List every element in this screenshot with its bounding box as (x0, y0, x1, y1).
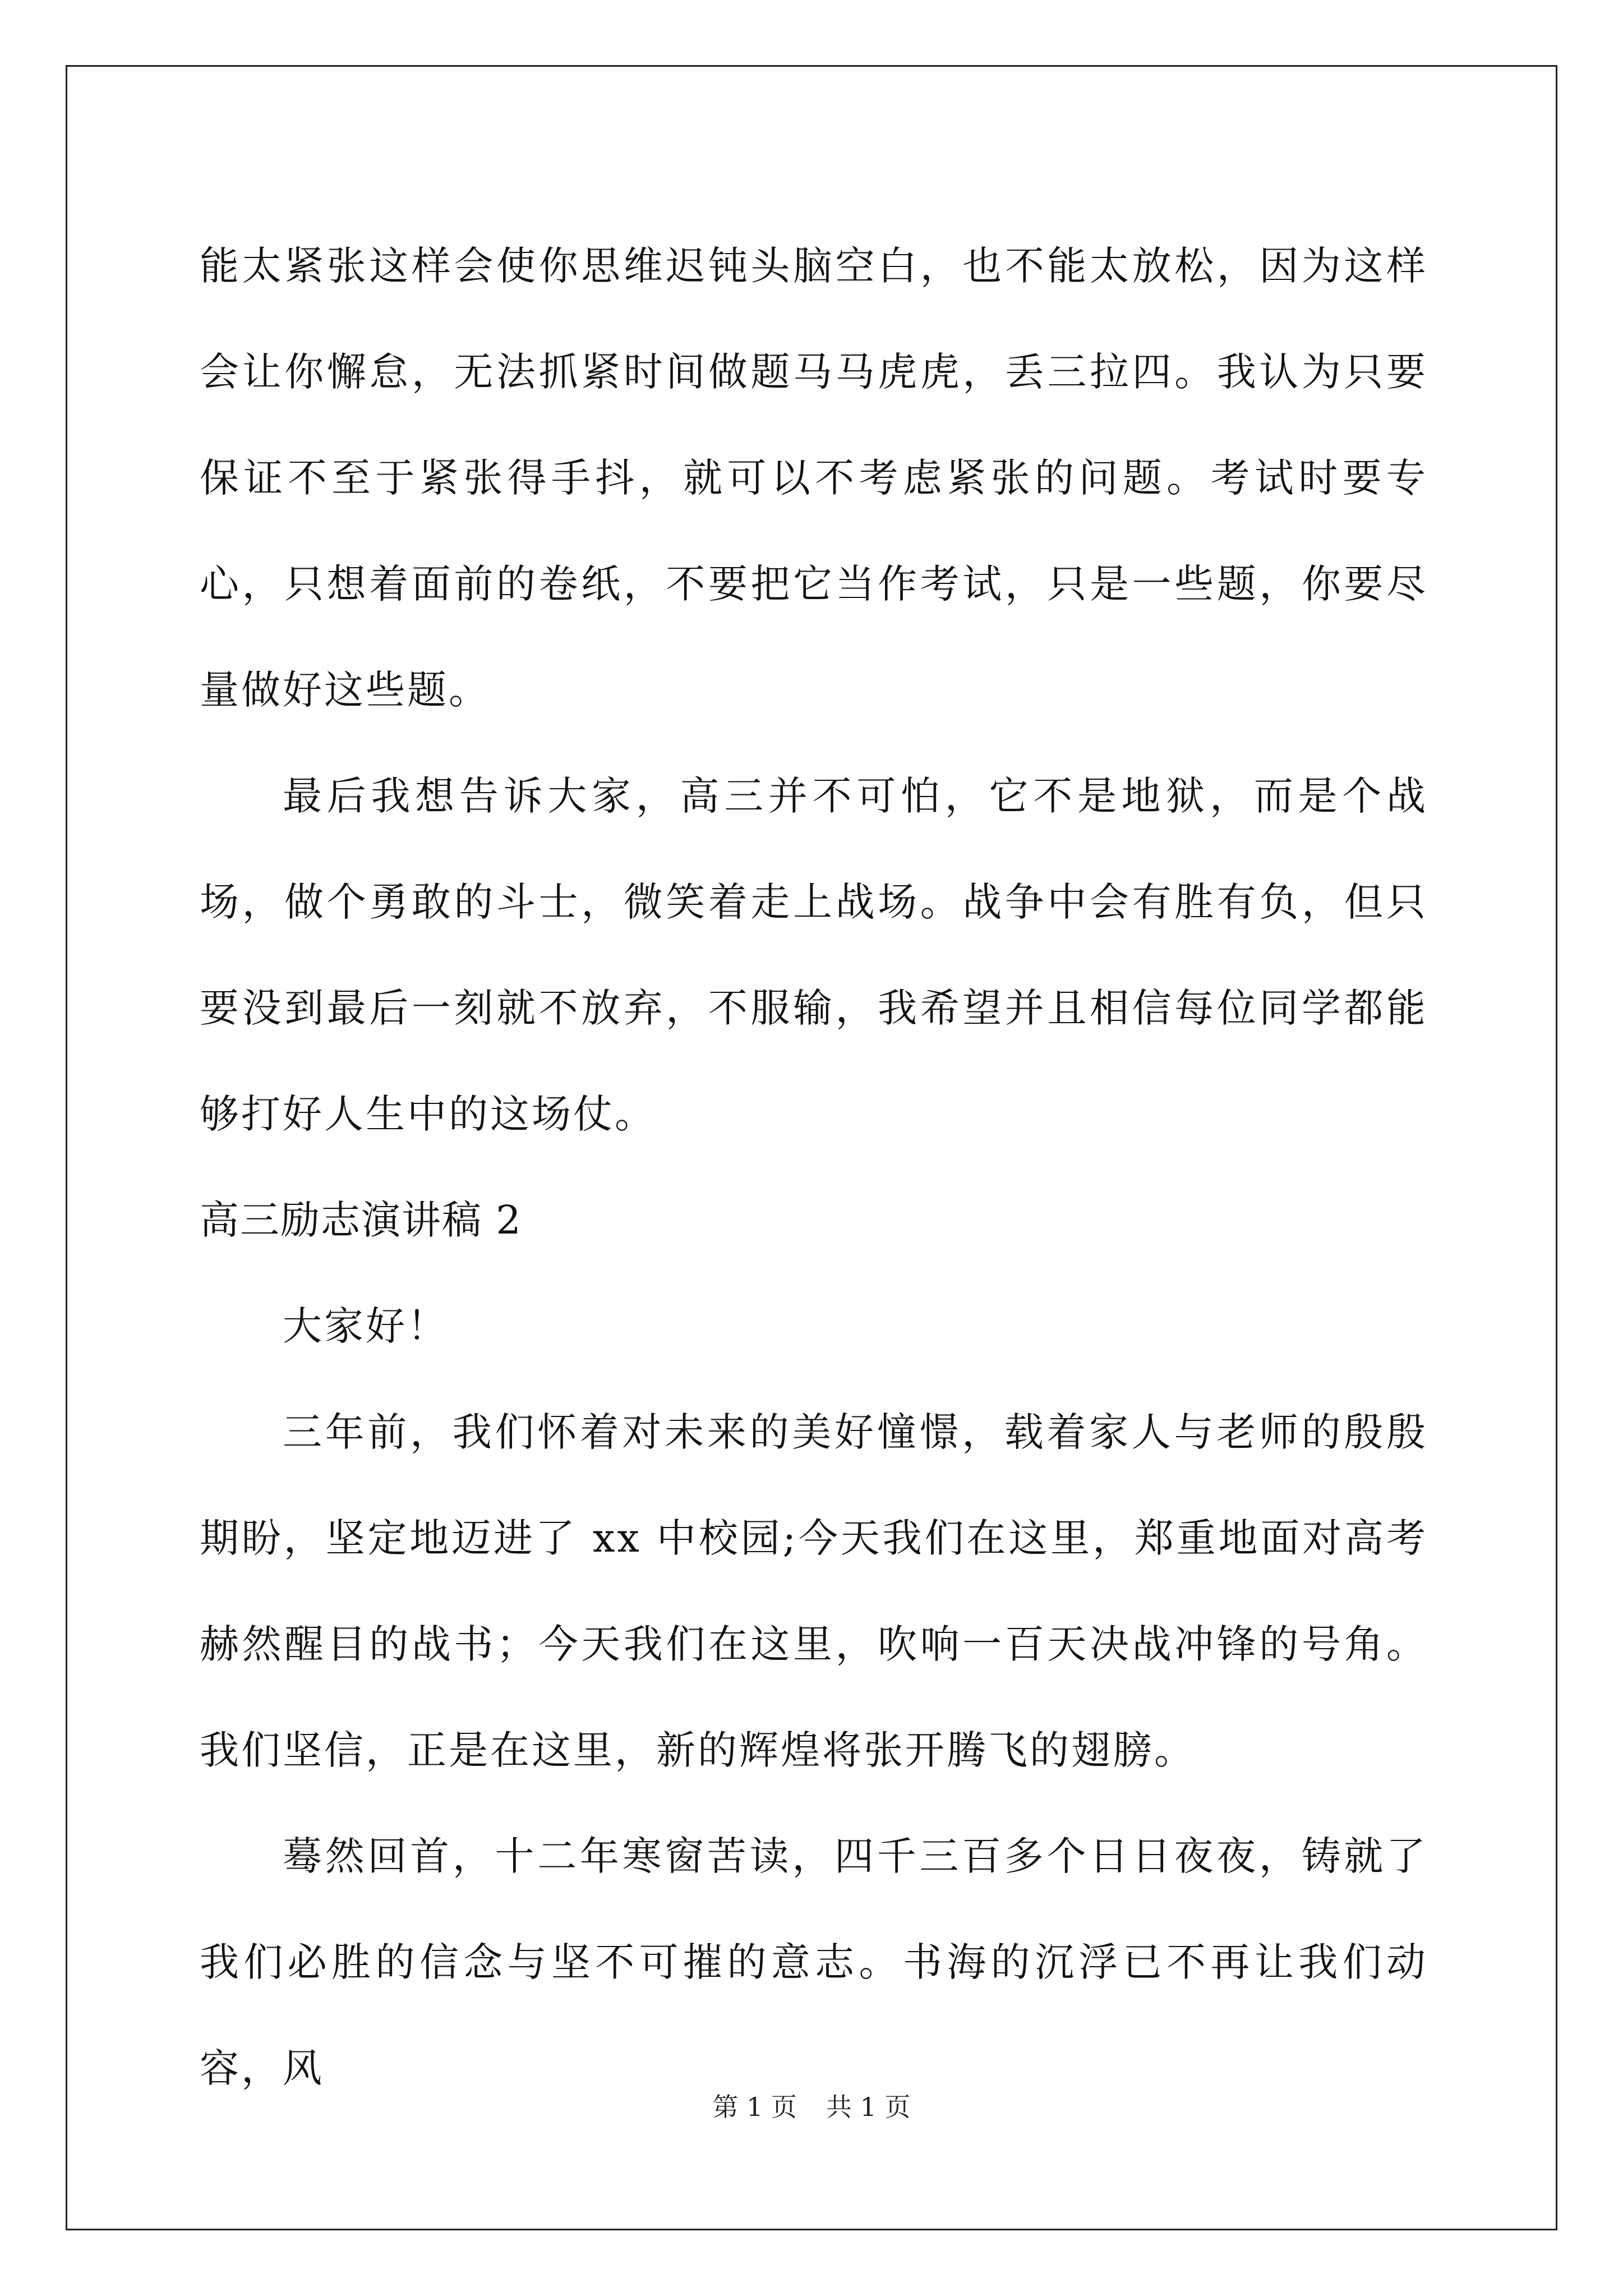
page-total: 共 1 页 (826, 2092, 911, 2122)
page-number: 第 1 页 (712, 2092, 797, 2122)
paragraph-continuation: 能太紧张这样会使你思维迟钝头脑空白，也不能太放松，因为这样会让你懈怠，无法抓紧时间做题马马虎虎，丢三拉四。我认为只要保证不至于紧张得手抖，就可以不考虑紧张的问题。考试时要专心，只想着面前的卷纸，不要把它当作考试，只是一些题，你要尽量做好这些题。 (200, 243, 1428, 713)
paragraph-intro: 三年前，我们怀着对未来的美好憧憬，载着家人与老师的殷殷期盼，坚定地迈进了 xx 中校园;今天我们在这里，郑重地面对高考赫然醒目的战书；今天我们在这里，吹响一百天决战冲锋的号角。我们坚信，正是在这里，新的辉煌将张开腾飞的翅膀。 (200, 1409, 1428, 1773)
page-footer (0, 2090, 1623, 2124)
document-body (200, 213, 1428, 2122)
paragraph-closing: 最后我想告诉大家，高三并不可怕，它不是地狱，而是个战场，做个勇敢的斗士，微笑着走上战场。战争中会有胜有负，但只要没到最后一刻就不放弃，不服输，我希望并且相信每位同学都能够打好人生中的这场仗。 (200, 773, 1428, 1137)
greeting: 大家好！ (283, 1303, 449, 1349)
section-heading: 高三励志演讲稿 2 (200, 1197, 522, 1243)
paragraph-retrospect: 蓦然回首，十二年寒窗苦读，四千三百多个日日夜夜，铸就了我们必胜的信念与坚不可摧的意志。书海的沉浮已不再让我们动容，风 (200, 1833, 1428, 2091)
